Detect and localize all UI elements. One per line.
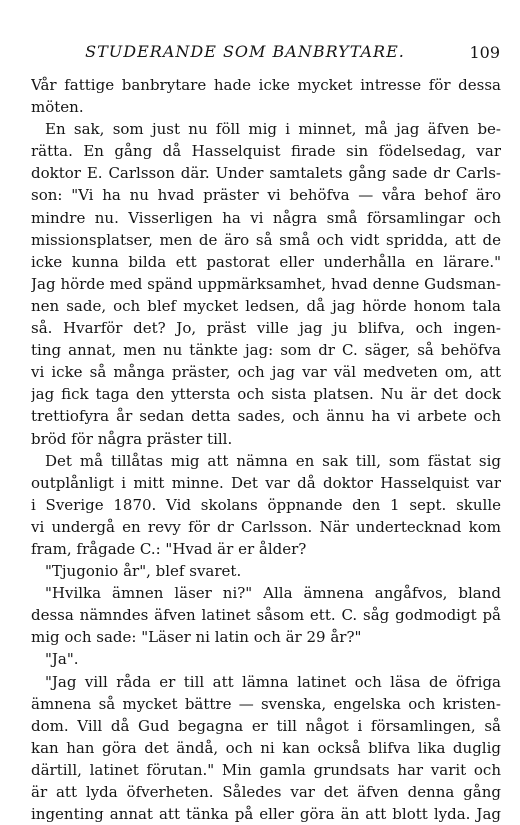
text-line: kan han göra det ändå, och ni kan också blifva lika duglig — [31, 738, 501, 757]
text-line: ämnena så mycket bättre — svenska, engelska och kristen- — [31, 694, 501, 713]
text-line: vi undergå en revy för dr Carlsson. När undertecknad kom — [31, 517, 501, 536]
text-line: bröd för några präster till. — [31, 429, 233, 448]
text-line: jag fick taga den yttersta och sista platsen. Nu är det dock — [31, 385, 501, 404]
text-line: doktor E. Carlsson där. Under samtalets gång sade dr Carls- — [31, 164, 501, 183]
text-line: mindre nu. Visserligen ha vi några små församlingar och — [31, 208, 501, 227]
running-title: STUDERANDE SOM BANBRYTARE. — [85, 42, 405, 61]
text-line: nen sade, och blef mycket ledsen, då jag hörde honom tala — [31, 296, 501, 315]
page-number: 109 — [469, 43, 500, 62]
text-line: mig och sade: "Läser ni latin och är 29 år?" — [31, 628, 362, 647]
text-line: Vår fattige banbrytare hade icke mycket intresse för dessa — [31, 76, 501, 94]
text-line: En sak, som just nu föll mig i minnet, må jag äfven be- — [45, 120, 501, 139]
body-text — [31, 74, 501, 825]
text-line: Det må tillåtas mig att nämna en sak till, som fästat sig — [45, 451, 501, 470]
text-line: ting annat, men nu tänkte jag: som dr C. säger, så behöfva — [31, 341, 501, 360]
text-line: ingenting annat att tänka på eller göra än att blott lyda. Jag — [31, 805, 501, 824]
text-line: Jag hörde med spänd uppmärksamhet, hvad denne Gudsman- — [31, 274, 501, 293]
text-line: "Ja". — [45, 650, 79, 669]
text-line: i Sverige 1870. Vid skolans öppnande den 1 sept. skulle — [31, 495, 501, 514]
text-line: "Tjugonio år", blef svaret. — [45, 562, 242, 581]
running-header — [30, 42, 500, 66]
text-line: rätta. En gång då Hasselquist firade sin födelsedag, var — [31, 142, 501, 161]
text-line: "Jag vill råda er till att lämna latinet och läsa de öfriga — [45, 672, 501, 691]
text-line: outplånligt i mitt minne. Det var då doktor Hasselquist var — [31, 473, 501, 492]
text-line: "Hvilka ämnen läser ni?" Alla ämnena angåfvos, bland — [45, 584, 501, 603]
text-line: möten. — [31, 98, 84, 117]
text-line: är att lyda öfverheten. Således var det äfven denna gång — [31, 783, 501, 801]
text-line: icke kunna bilda ett pastorat eller underhålla en lärare." — [31, 252, 501, 271]
text-line: därtill, latinet förutan." Min gamla grundsats har varit och — [31, 760, 501, 779]
text-line: så. Hvarför det? Jo, präst ville jag ju blifva, och ingen- — [31, 319, 501, 338]
text-line: fram, frågade C.: "Hvad är er ålder? — [31, 539, 307, 558]
text-line: dom. Vill då Gud begagna er till något i församlingen, så — [31, 716, 501, 735]
text-line: missionsplatser, men de äro så små och vidt spridda, att de — [31, 230, 501, 249]
text-line: son: "Vi ha nu hvad präster vi behöfva — våra behof äro — [31, 186, 501, 205]
text-line: dessa nämndes äfven latinet såsom ett. C. såg godmodigt på — [31, 606, 501, 625]
text-line: vi icke så många präster, och jag var väl medveten om, att — [31, 363, 501, 382]
text-line: trettiofyra år sedan detta sades, och ännu ha vi arbete och — [31, 407, 501, 426]
